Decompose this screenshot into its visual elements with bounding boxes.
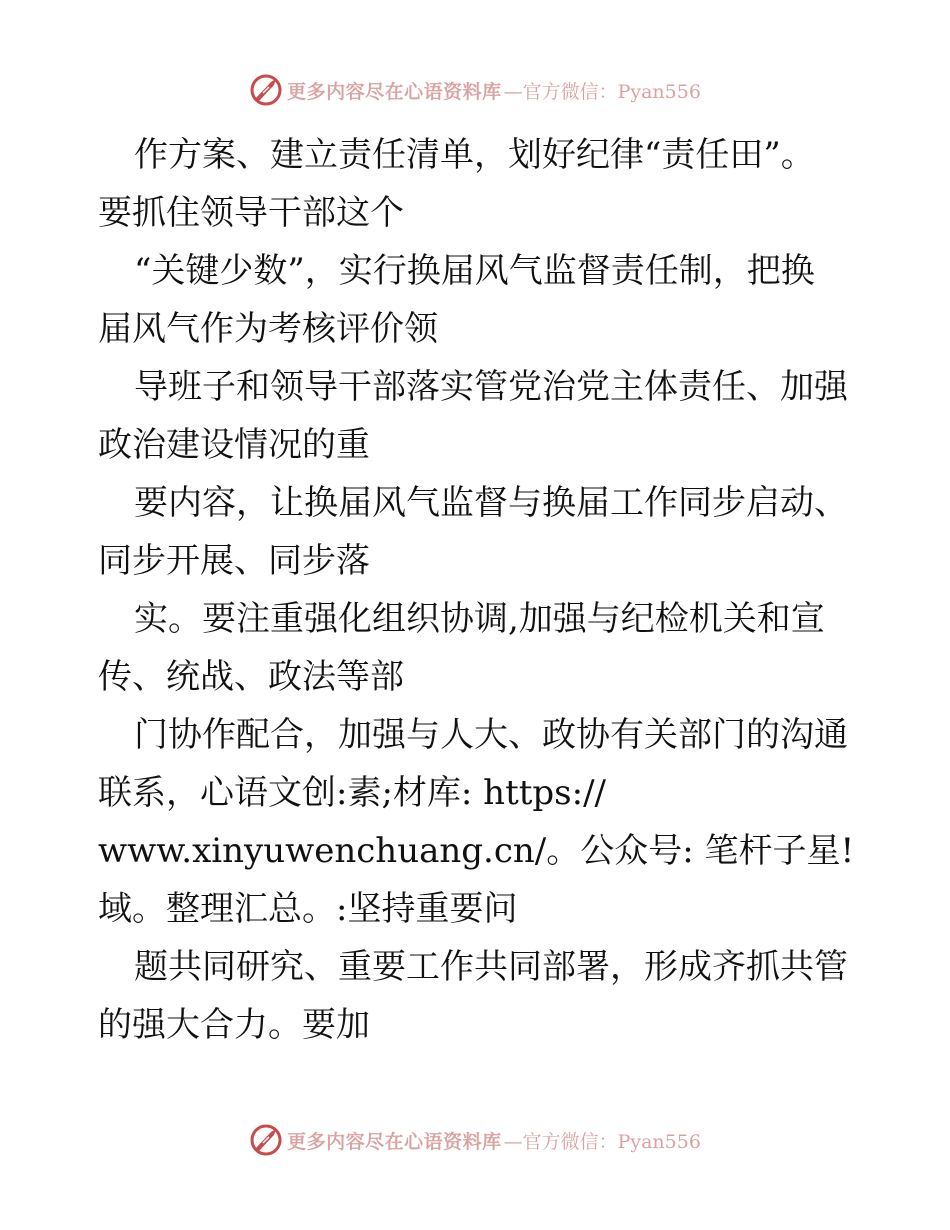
text-line: 题共同研究、重要工作共同部署，形成齐抓共管 (134, 947, 848, 987)
banner-wechat-text: —官方微信：Pyan556 (503, 80, 701, 103)
text-line: 门协作配合，加强与人大、政协有关部门的沟通 (134, 715, 848, 755)
text-line: “关键少数”，实行换届风气监督责任制，把换 (134, 251, 815, 291)
banner-site-text: 更多内容尽在心语资料库 (287, 80, 502, 103)
quill-logo-icon (249, 1123, 283, 1157)
document-body (98, 126, 858, 1054)
banner-wechat-text: —官方微信：Pyan556 (503, 1130, 701, 1153)
text-line: www.xinyuwenchuang.cn/。公众号: 笔杆子星! (98, 831, 855, 871)
text-line: 作方案、建立责任清单，划好纪律“责任田”。 (134, 135, 815, 175)
banner-site-text: 更多内容尽在心语资料库 (287, 1130, 502, 1153)
text-line: 同步开展、同步落 (98, 541, 370, 581)
text-line: 届风气作为考核评价领 (98, 309, 438, 349)
text-line: 政治建设情况的重 (98, 425, 370, 465)
text-line: 要内容，让换届风气监督与换届工作同步启动、 (134, 483, 848, 523)
quill-logo-icon (249, 73, 283, 107)
text-line: 的强大合力。要加 (98, 1005, 370, 1045)
text-line: 传、统战、政法等部 (98, 657, 404, 697)
text-line: 域。整理汇总。:坚持重要问 (98, 889, 518, 929)
footer-banner (0, 1122, 950, 1158)
text-line: 实。要注重强化组织协调,加强与纪检机关和宣 (134, 599, 825, 639)
text-line: 要抓住领导干部这个 (98, 193, 404, 233)
header-banner (0, 72, 950, 108)
text-line: 联系，心语文创:素;材库: https:// (98, 773, 606, 813)
text-line: 导班子和领导干部落实管党治党主体责任、加强 (134, 367, 848, 407)
